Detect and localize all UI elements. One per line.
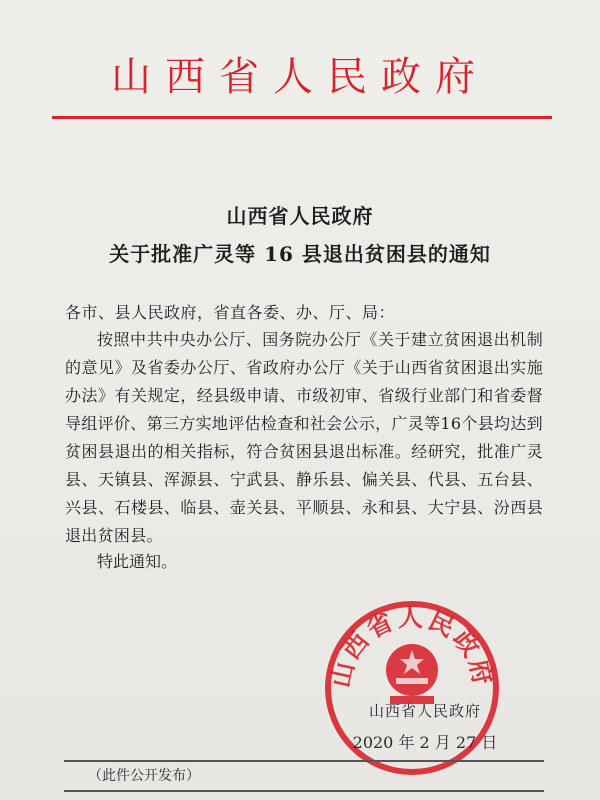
masthead-title: 山西省人民政府	[111, 54, 489, 100]
footer-rule-bottom	[64, 790, 544, 792]
footer-rule-top	[64, 760, 544, 762]
publication-note: （此件公开发布）	[88, 768, 200, 784]
document-title-subject: 关于批准广灵等 16 县退出贫困县的通知	[109, 242, 491, 266]
document-title-issuer: 山西省人民政府	[226, 204, 374, 228]
national-emblem-icon	[386, 644, 438, 704]
issue-date: 2020 年 2 月 27 日	[352, 733, 498, 752]
body-paragraph: 按照中共中央办公厅、国务院办公厅《关于建立贫困退出机制的意见》及省委办公厅、省政府办公厅《关于山西省贫困退出实施办法》有关规定，经县级申请、市级初审、省级行业部门和省委督导组评价、第三方实地评估检查和社会公示，广灵等16个县均达到贫困县退出的相关指标，符合贫困县退出标准。经研究，批准广灵县、天镇县、浑源县、宁武县、静乐县、偏关县、代县、五台县、兴县、石楼县、临县、壶关县、平顺县、永和县、大宁县、汾西县退出贫困县。	[65, 330, 543, 545]
svg-text:山西省人民政府: 山西省人民政府	[325, 603, 499, 691]
masthead-red-rule	[52, 116, 552, 119]
closing-line: 特此通知。	[97, 552, 178, 571]
salutation: 各市、县人民政府，省直各委、办、厅、局：	[65, 303, 396, 322]
issuer-name: 山西省人民政府	[368, 702, 481, 720]
